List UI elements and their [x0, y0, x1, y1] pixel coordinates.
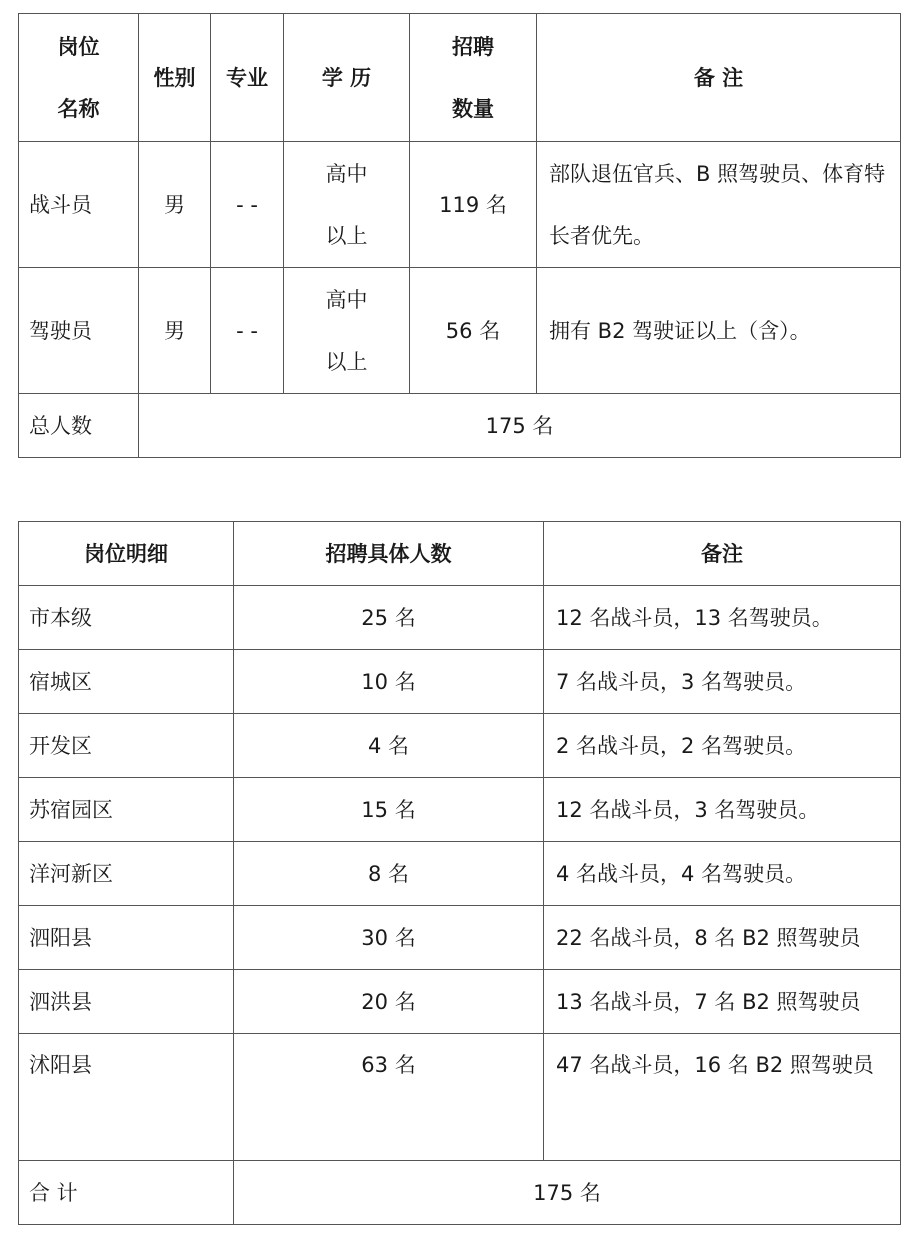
count-cell: 8 名: [234, 842, 544, 906]
header-detail: 岗位明细: [19, 522, 234, 586]
recruitment-positions-table: [18, 13, 901, 458]
table-row: [19, 906, 901, 970]
detail-name: 市本级: [19, 586, 234, 650]
detail-name: 泗洪县: [19, 970, 234, 1034]
major-cell: - -: [211, 142, 284, 268]
table-row: [19, 650, 901, 714]
table-row: [19, 268, 901, 394]
table-header-row: [19, 522, 901, 586]
major-cell: - -: [211, 268, 284, 394]
education-cell: 高中 以上: [284, 268, 410, 394]
count-cell: 25 名: [234, 586, 544, 650]
notes-cell: 22 名战斗员，8 名 B2 照驾驶员: [544, 906, 901, 970]
header-gender: 性别: [139, 14, 211, 142]
notes-cell: 拥有 B2 驾驶证以上（含）。: [537, 268, 901, 394]
count-cell: 63 名: [234, 1034, 544, 1161]
header-position: 岗位 名称: [19, 14, 139, 142]
header-education: 学 历: [284, 14, 410, 142]
count-cell: 56 名: [410, 268, 537, 394]
count-cell: 10 名: [234, 650, 544, 714]
detail-name: 苏宿园区: [19, 778, 234, 842]
count-cell: 119 名: [410, 142, 537, 268]
table-header-row: [19, 14, 901, 142]
header-count: 招聘 数量: [410, 14, 537, 142]
notes-cell: 4 名战斗员，4 名驾驶员。: [544, 842, 901, 906]
total-row: [19, 1161, 901, 1225]
header-notes: 备注: [544, 522, 901, 586]
notes-cell: 47 名战斗员，16 名 B2 照驾驶员: [544, 1034, 901, 1161]
detail-name: 泗阳县: [19, 906, 234, 970]
total-label: 合 计: [19, 1161, 234, 1225]
detail-name: 开发区: [19, 714, 234, 778]
education-cell: 高中 以上: [284, 142, 410, 268]
notes-cell: 12 名战斗员，3 名驾驶员。: [544, 778, 901, 842]
total-value: 175 名: [234, 1161, 901, 1225]
detail-name: 沭阳县: [19, 1034, 234, 1161]
table-row: [19, 842, 901, 906]
header-notes: 备 注: [537, 14, 901, 142]
detail-name: 宿城区: [19, 650, 234, 714]
position-name: 战斗员: [19, 142, 139, 268]
total-value: 175 名: [139, 394, 901, 458]
position-name: 驾驶员: [19, 268, 139, 394]
header-count: 招聘具体人数: [234, 522, 544, 586]
total-label: 总人数: [19, 394, 139, 458]
total-row: [19, 394, 901, 458]
table-row: [19, 970, 901, 1034]
count-cell: 30 名: [234, 906, 544, 970]
header-major: 专业: [211, 14, 284, 142]
notes-cell: 2 名战斗员，2 名驾驶员。: [544, 714, 901, 778]
notes-cell: 13 名战斗员，7 名 B2 照驾驶员: [544, 970, 901, 1034]
table-row: [19, 1034, 901, 1161]
table-row: [19, 142, 901, 268]
gender-cell: 男: [139, 268, 211, 394]
table-row: [19, 778, 901, 842]
count-cell: 15 名: [234, 778, 544, 842]
notes-cell: 12 名战斗员，13 名驾驶员。: [544, 586, 901, 650]
position-details-table: [18, 521, 901, 1225]
table-row: [19, 714, 901, 778]
detail-name: 洋河新区: [19, 842, 234, 906]
gender-cell: 男: [139, 142, 211, 268]
notes-cell: 部队退伍官兵、B 照驾驶员、体育特长者优先。: [537, 142, 901, 268]
count-cell: 4 名: [234, 714, 544, 778]
notes-cell: 7 名战斗员，3 名驾驶员。: [544, 650, 901, 714]
table-row: [19, 586, 901, 650]
count-cell: 20 名: [234, 970, 544, 1034]
